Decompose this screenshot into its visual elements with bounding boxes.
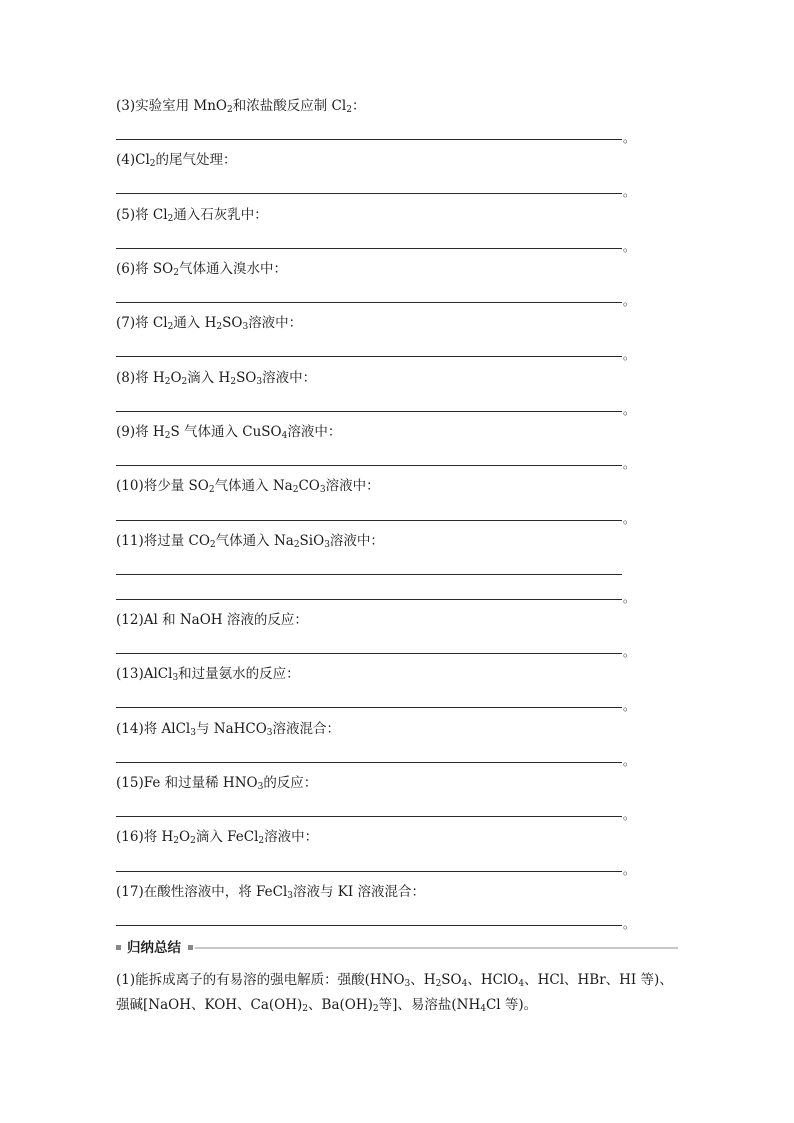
subscript: 2 bbox=[209, 540, 216, 550]
text-run: (1)能拆成离子的有易溶的强电解质：强酸(HNO bbox=[116, 972, 405, 988]
subscript: 4 bbox=[281, 431, 288, 441]
period-mark: 。 bbox=[623, 240, 636, 254]
question-prompt bbox=[116, 152, 237, 168]
text-run: SO bbox=[441, 972, 462, 988]
text-run: 将过量 CO bbox=[143, 533, 210, 549]
text-run: 的反应： bbox=[263, 775, 318, 791]
question-prompt bbox=[116, 98, 365, 114]
subscript: 3 bbox=[324, 540, 330, 550]
subscript: 2 bbox=[346, 105, 352, 115]
answer-line[interactable] bbox=[116, 193, 622, 194]
period-mark: 。 bbox=[623, 645, 636, 659]
question-number: (6) bbox=[116, 261, 136, 277]
question-number: (12) bbox=[116, 612, 144, 628]
text-run: 将 SO bbox=[135, 261, 174, 277]
question-prompt bbox=[116, 478, 380, 494]
answer-line[interactable] bbox=[116, 599, 622, 600]
text-run: 滴入 H bbox=[187, 370, 231, 386]
text-run: 溶液中： bbox=[325, 478, 380, 494]
subscript: 2 bbox=[302, 1004, 309, 1014]
subscript: 2 bbox=[173, 268, 179, 278]
question-prompt bbox=[116, 424, 341, 440]
subscript: 2 bbox=[227, 105, 233, 115]
question-number: (4) bbox=[116, 152, 136, 168]
answer-line[interactable] bbox=[116, 411, 622, 412]
question-number: (8) bbox=[116, 370, 136, 386]
text-run: 、Ba(OH) bbox=[308, 997, 373, 1013]
text-run: 将 H bbox=[135, 424, 165, 440]
text-run: 溶液中： bbox=[262, 370, 317, 386]
subscript: 2 bbox=[164, 431, 171, 441]
text-run: 溶液中： bbox=[287, 424, 342, 440]
text-run: 将 Cl bbox=[135, 315, 168, 331]
text-run: 气体通入 Na bbox=[214, 478, 293, 494]
summary-title: 归纳总结 bbox=[127, 940, 181, 956]
subscript: 3 bbox=[190, 728, 196, 738]
question-prompt bbox=[116, 721, 340, 737]
subscript: 2 bbox=[181, 377, 188, 387]
period-mark: 。 bbox=[623, 808, 636, 822]
subscript: 2 bbox=[435, 979, 442, 989]
text-run: AlCl bbox=[143, 666, 173, 682]
subscript: 3 bbox=[266, 728, 273, 738]
question-prompt bbox=[116, 884, 425, 900]
period-mark: 。 bbox=[623, 754, 636, 768]
subscript: 2 bbox=[292, 485, 299, 495]
period-mark: 。 bbox=[623, 131, 636, 145]
text-run: 滴入 FeCl bbox=[195, 829, 259, 845]
subscript: 2 bbox=[149, 159, 156, 169]
header-rule bbox=[195, 947, 678, 949]
subscript: 3 bbox=[287, 891, 294, 901]
subscript: 4 bbox=[518, 979, 525, 989]
text-run: 将 AlCl bbox=[143, 721, 191, 737]
text-run: 溶液中： bbox=[264, 829, 319, 845]
subscript: 2 bbox=[258, 836, 265, 846]
subscript: 2 bbox=[372, 1004, 379, 1014]
text-run: Al 和 NaOH 溶液的反应： bbox=[143, 612, 308, 628]
text-run: 、H bbox=[410, 972, 436, 988]
subscript: 2 bbox=[167, 322, 174, 332]
question-prompt bbox=[116, 370, 316, 386]
answer-line[interactable] bbox=[116, 139, 622, 140]
answer-line[interactable] bbox=[116, 925, 622, 926]
question-prompt bbox=[116, 207, 268, 223]
text-run: 溶液与 KI 溶液混合： bbox=[293, 884, 426, 900]
question-number: (10) bbox=[116, 478, 144, 494]
text-run: 将 Cl bbox=[135, 207, 168, 223]
answer-line[interactable] bbox=[116, 465, 622, 466]
period-mark: 。 bbox=[623, 185, 636, 199]
subscript: 2 bbox=[293, 540, 300, 550]
text-run: O bbox=[179, 829, 191, 845]
question-prompt bbox=[116, 829, 318, 845]
question-number: (7) bbox=[116, 315, 136, 331]
subscript: 4 bbox=[480, 1004, 486, 1014]
subscript: 4 bbox=[461, 979, 468, 989]
text-run: 、HClO bbox=[467, 972, 519, 988]
answer-line[interactable] bbox=[116, 574, 622, 575]
text-run: 、HCl、HBr、HI 等)、强碱[NaOH、KOH、Ca(OH) bbox=[116, 972, 673, 1013]
text-run: Fe 和过量稀 HNO bbox=[143, 775, 258, 791]
subscript: 2 bbox=[167, 214, 174, 224]
text-run: 溶液混合： bbox=[272, 721, 341, 737]
question-number: (11) bbox=[116, 533, 144, 549]
subscript: 3 bbox=[404, 979, 411, 989]
text-run: 溶液中： bbox=[329, 533, 384, 549]
text-run: S 气体通入 CuSO bbox=[170, 424, 282, 440]
text-run: 和浓盐酸反应制 Cl bbox=[232, 98, 347, 114]
question-number: (9) bbox=[116, 424, 136, 440]
subscript: 3 bbox=[319, 485, 326, 495]
period-mark: 。 bbox=[623, 917, 636, 931]
answer-line[interactable] bbox=[116, 816, 622, 817]
text-run: 通入石灰乳中： bbox=[173, 207, 268, 223]
question-number: (5) bbox=[116, 207, 136, 223]
question-prompt bbox=[116, 533, 384, 549]
subscript: 3 bbox=[257, 782, 264, 792]
header-square-icon bbox=[188, 945, 193, 950]
question-prompt bbox=[116, 666, 300, 682]
text-run: 将 H bbox=[143, 829, 174, 845]
subscript: 2 bbox=[216, 322, 223, 332]
subscript: 3 bbox=[172, 673, 179, 683]
text-run: SiO bbox=[299, 533, 325, 549]
answer-line[interactable] bbox=[116, 653, 622, 654]
text-run: ： bbox=[351, 98, 366, 114]
text-run: O bbox=[170, 370, 182, 386]
answer-line[interactable] bbox=[116, 520, 622, 521]
header-square-icon bbox=[116, 945, 121, 950]
question-prompt bbox=[116, 261, 287, 277]
answer-line[interactable] bbox=[116, 302, 622, 303]
question-number: (15) bbox=[116, 775, 144, 791]
subscript: 3 bbox=[256, 377, 263, 387]
question-number: (13) bbox=[116, 666, 144, 682]
answer-line[interactable] bbox=[116, 871, 622, 872]
text-run: 在酸性溶液中，将 FeCl bbox=[143, 884, 288, 900]
text-run: 实验室用 MnO bbox=[135, 98, 228, 114]
text-run: 气体通入溴水中： bbox=[178, 261, 287, 277]
question-prompt bbox=[116, 315, 302, 331]
period-mark: 。 bbox=[623, 457, 636, 471]
answer-line[interactable] bbox=[116, 707, 622, 708]
question-number: (3) bbox=[116, 98, 136, 114]
summary-header bbox=[116, 940, 678, 956]
text-run: SO bbox=[236, 370, 257, 386]
text-run: CO bbox=[298, 478, 320, 494]
answer-line[interactable] bbox=[116, 356, 622, 357]
question-prompt bbox=[116, 775, 317, 791]
text-run: SO bbox=[222, 315, 243, 331]
subscript: 2 bbox=[164, 377, 171, 387]
period-mark: 。 bbox=[623, 699, 636, 713]
summary-text bbox=[116, 968, 678, 1018]
period-mark: 。 bbox=[623, 403, 636, 417]
question-number: (16) bbox=[116, 829, 144, 845]
answer-line[interactable] bbox=[116, 762, 622, 763]
subscript: 3 bbox=[242, 322, 249, 332]
subscript: 2 bbox=[208, 485, 215, 495]
subscript: 2 bbox=[190, 836, 196, 846]
text-run: 通入 H bbox=[173, 315, 217, 331]
text-run: 气体通入 Na bbox=[215, 533, 294, 549]
text-run: 等]、易溶盐(NH bbox=[378, 997, 481, 1013]
subscript: 2 bbox=[230, 377, 237, 387]
answer-line[interactable] bbox=[116, 248, 622, 249]
text-run: 将少量 SO bbox=[143, 478, 209, 494]
text-run: Cl 等)。 bbox=[485, 997, 538, 1013]
text-run: 将 H bbox=[135, 370, 165, 386]
question-number: (14) bbox=[116, 721, 144, 737]
period-mark: 。 bbox=[623, 591, 636, 605]
period-mark: 。 bbox=[623, 348, 636, 362]
text-run: 的尾气处理： bbox=[155, 152, 237, 168]
question-prompt bbox=[116, 612, 308, 628]
period-mark: 。 bbox=[623, 294, 636, 308]
period-mark: 。 bbox=[623, 512, 636, 526]
text-run: 溶液中： bbox=[248, 315, 303, 331]
subscript: 2 bbox=[173, 836, 180, 846]
text-run: Cl bbox=[135, 152, 150, 168]
text-run: 与 NaHCO bbox=[195, 721, 267, 737]
question-number: (17) bbox=[116, 884, 144, 900]
period-mark: 。 bbox=[623, 863, 636, 877]
text-run: 和过量氨水的反应： bbox=[178, 666, 300, 682]
